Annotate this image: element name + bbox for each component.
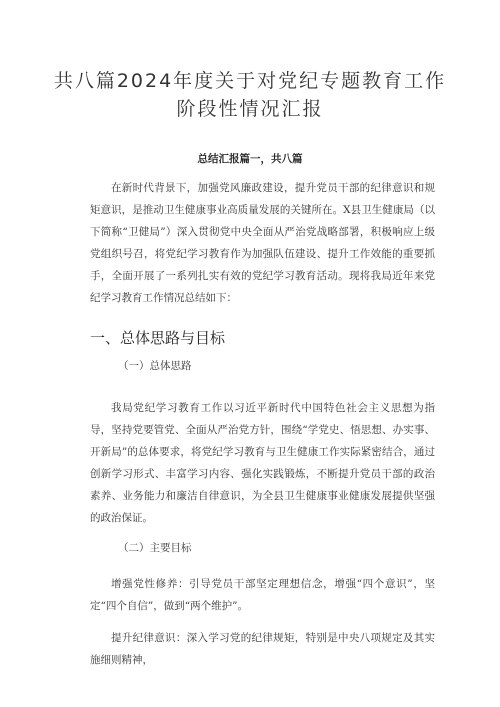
document-title-line1: 共八篇2024年度关于对党纪专题教育工作 (53, 70, 447, 92)
overall-approach-paragraph: 我局党纪学习教育工作以习近平新时代中国特色社会主义思想为指导，坚持党要管党、全面从严治党方针，围绕“学党史、悟思想、办实事、开新局”的总体要求，将党纪学习教育与卫生健康工作实际紧密结合，通过创新学习形式、丰富学习内容、强化实践锻炼，不断提升党员干部的政治素养、业务能力和廉洁自律意识，为全县卫生健康事业健康发展提供坚强的政治保证。 (90, 402, 435, 524)
goal-discipline-paragraph: 提升纪律意识：深入学习党的纪律规矩，特别是中央八项规定及其实施细则精神， (90, 632, 435, 666)
document-title-line2: 阶段性情况汇报 (176, 98, 324, 120)
subsection1-heading: （一）总体思路 (118, 360, 192, 372)
section-subheading: 总结汇报篇一，共八篇 (197, 153, 303, 165)
section1-heading: 一、总体思路与目标 (90, 329, 226, 347)
goal-party-spirit-paragraph: 增强党性修养：引导党员干部坚定理想信念，增强“四个意识”，坚定“四个自信”，做到“两个维护”。 (90, 578, 435, 612)
intro-paragraph: 在新时代背景下，加强党风廉政建设，提升党员干部的纪律意识和规矩意识，是推动卫生健康事业高质量发展的关键所在。X县卫生健康局（以下简称“卫健局”）深入贯彻党中央全面从严治党战略部署，积极响应上级党组织号召，将党纪学习教育作为加强队伍建设、提升工作效能的重要抓手，全面开展了一系列扎实有效的党纪学习教育活动。现将我局近年来党纪学习教育工作情况总结如下： (90, 182, 435, 304)
subsection2-heading: （二）主要目标 (118, 542, 192, 554)
